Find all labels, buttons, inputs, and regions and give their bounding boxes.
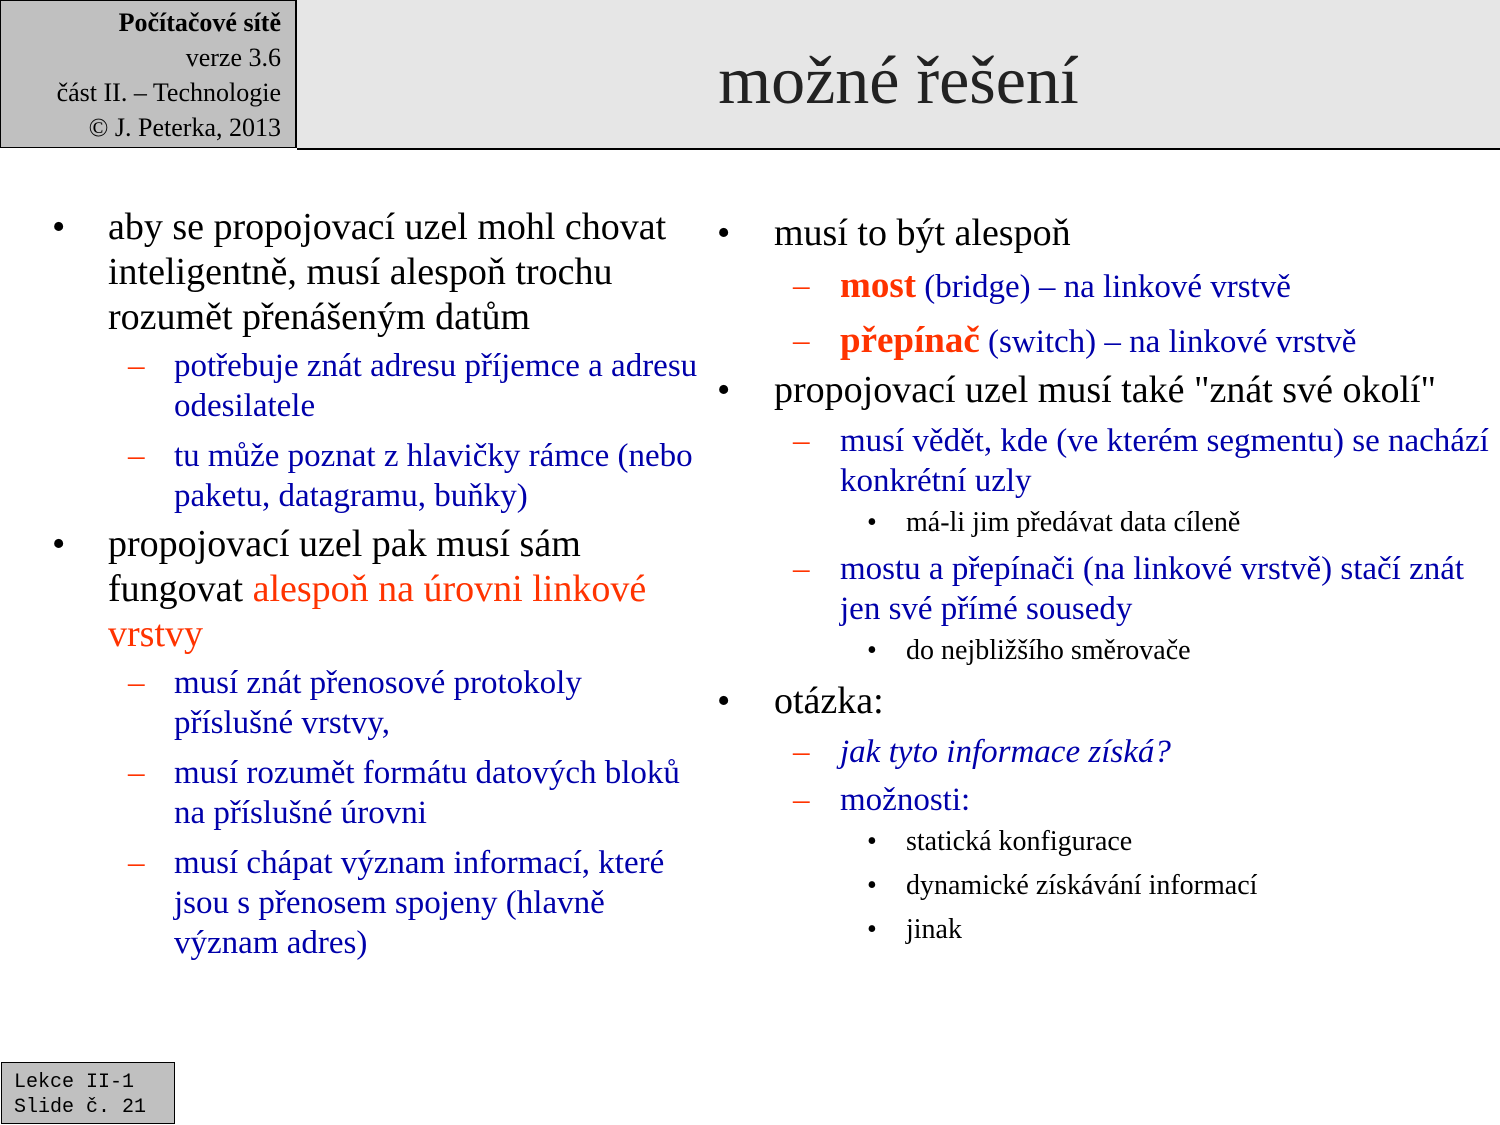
dash-icon: – — [128, 845, 145, 881]
sub-item — [713, 732, 1500, 772]
dash-icon: – — [793, 323, 810, 359]
dash-icon: – — [128, 438, 145, 474]
bullet-icon: • — [867, 914, 877, 945]
dash-icon: – — [793, 734, 810, 770]
left-column — [0, 205, 705, 963]
bullet-text: propojovací uzel pak musí sám fungovat — [108, 523, 581, 610]
highlighted-text: alespoň na úrovni linkové vrstvy — [108, 568, 647, 655]
bullet-text: musí to být alespoň — [774, 212, 1071, 254]
bullet-icon: • — [867, 870, 877, 901]
sub-item — [713, 321, 1500, 362]
bullet-icon: • — [867, 635, 877, 666]
bullet-icon: • — [717, 369, 731, 411]
sub-text: mostu a přepínači (na linkové vrstvě) stačí znát jen své přímé sousedy — [840, 551, 1465, 627]
course-name: Počítačové sítě — [118, 8, 281, 37]
bullet-item — [713, 679, 1500, 724]
lesson-label: Lekce II-1 — [14, 1071, 135, 1094]
part-label: část II. – Technologie — [56, 78, 281, 107]
sub-text: musí znát přenosové protokoly příslušné vrstvy, — [174, 665, 582, 741]
sub-item — [0, 346, 705, 426]
bullet-icon: • — [52, 523, 66, 565]
title-bar — [297, 0, 1500, 150]
bullet-icon: • — [867, 826, 877, 857]
bullet-icon: • — [52, 206, 66, 248]
sub-text: možnosti: — [840, 782, 971, 818]
sub-sub-text: dynamické získávání informací — [906, 870, 1258, 901]
sub-item — [0, 843, 705, 963]
term-text: most — [840, 265, 917, 306]
sub-text: (bridge) – na linkové vrstvě — [916, 269, 1291, 305]
sub-text: jak tyto informace získá? — [840, 734, 1171, 770]
bullet-icon: • — [867, 507, 877, 538]
sub-sub-text: má-li jim předávat data cíleně — [906, 507, 1241, 538]
sub-item — [0, 436, 705, 516]
version-label: verze 3.6 — [185, 43, 281, 72]
author-label: © J. Peterka, 2013 — [88, 113, 281, 142]
sub-sub-item — [713, 820, 1500, 864]
dash-icon: – — [128, 665, 145, 701]
sub-item — [713, 421, 1500, 501]
dash-icon: – — [128, 348, 145, 384]
bullet-icon: • — [717, 212, 731, 254]
bullet-text: otázka: — [774, 680, 884, 722]
sub-text: (switch) – na linkové vrstvě — [979, 324, 1357, 360]
slide-number: Slide č. 21 — [14, 1096, 147, 1119]
dash-icon: – — [793, 268, 810, 304]
sub-sub-text: statická konfigurace — [906, 826, 1133, 857]
sub-text: musí rozumět formátu datových bloků na příslušné úrovni — [174, 755, 680, 831]
sub-item — [0, 753, 705, 833]
sub-sub-item — [713, 501, 1500, 545]
sub-sub-item — [713, 864, 1500, 908]
sub-text: musí vědět, kde (ve kterém segmentu) se nachází konkrétní uzly — [840, 423, 1489, 499]
bullet-item — [713, 368, 1500, 413]
right-column — [713, 205, 1500, 952]
sub-sub-text: jinak — [906, 914, 962, 945]
dash-icon: – — [793, 551, 810, 587]
dash-icon: – — [128, 755, 145, 791]
course-info-box — [0, 0, 297, 148]
slide-footer-box — [1, 1062, 175, 1124]
slide-title: možné řešení — [718, 42, 1079, 118]
bullet-item — [0, 522, 705, 657]
dash-icon: – — [793, 423, 810, 459]
bullet-item — [0, 205, 705, 340]
bullet-icon: • — [717, 680, 731, 722]
sub-item — [713, 780, 1500, 820]
term-text: přepínač — [840, 320, 980, 361]
dash-icon: – — [793, 782, 810, 818]
bullet-item — [713, 211, 1500, 256]
sub-sub-text: do nejbližšího směrovače — [906, 635, 1191, 666]
sub-text: musí chápat význam informací, které jsou s přenosem spojeny (hlavně význam adres) — [174, 845, 665, 961]
bullet-text: propojovací uzel musí také "znát své okolí" — [774, 369, 1437, 411]
sub-text: potřebuje znát adresu příjemce a adresu odesilatele — [174, 348, 698, 424]
bullet-text: aby se propojovací uzel mohl chovat inteligentně, musí alespoň trochu rozumět přenášeným datům — [108, 206, 667, 338]
sub-sub-item — [713, 908, 1500, 952]
sub-text: tu může poznat z hlavičky rámce (nebo paketu, datagramu, buňky) — [174, 438, 693, 514]
sub-item — [713, 266, 1500, 307]
sub-item — [713, 549, 1500, 629]
sub-sub-item — [713, 629, 1500, 673]
sub-item — [0, 663, 705, 743]
